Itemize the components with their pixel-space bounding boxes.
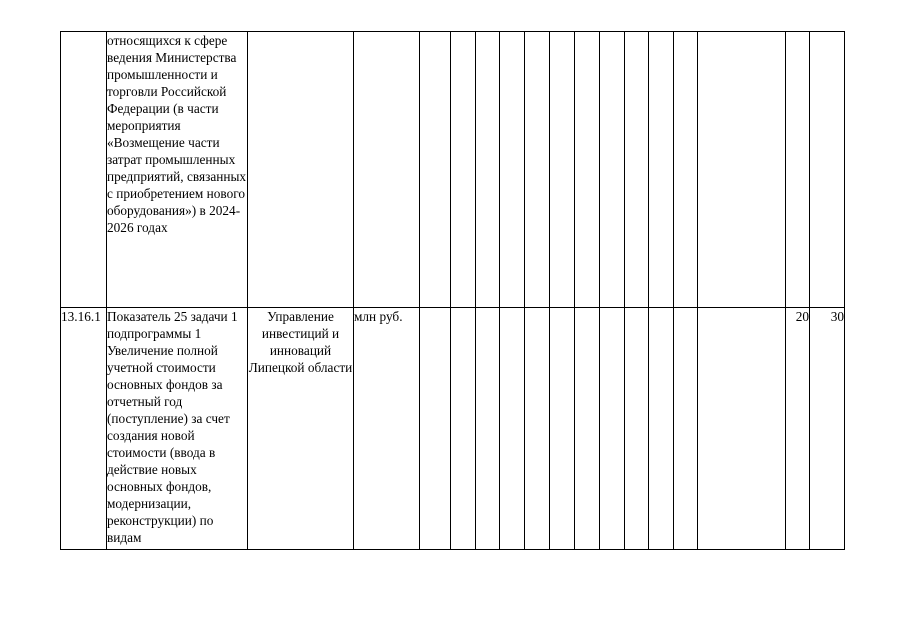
row-number-cell	[61, 308, 107, 550]
row-number: 13.16.1	[61, 309, 101, 324]
empty-cell	[500, 32, 525, 308]
table-row	[61, 308, 845, 550]
empty-cell	[649, 308, 674, 550]
empty-cell	[550, 32, 575, 308]
value-cell	[786, 32, 810, 308]
table-row	[61, 32, 845, 308]
empty-cell	[451, 308, 476, 550]
value-cell	[810, 32, 845, 308]
empty-cell	[698, 308, 786, 550]
unit-cell	[354, 32, 420, 308]
indicators-table	[60, 31, 845, 550]
empty-cell	[420, 32, 451, 308]
value-1: 20	[795, 309, 809, 324]
empty-cell	[550, 308, 575, 550]
empty-cell	[698, 32, 786, 308]
empty-cell	[600, 308, 625, 550]
empty-cell	[420, 308, 451, 550]
empty-cell	[476, 308, 500, 550]
unit-cell	[354, 308, 420, 550]
indicator-name: относящихся к сфере ведения Министерства промышленности и торговли Российской Федерации (в части мероприятия «Возмещение части затрат промышленных предприятий, связанных с приобретением нового оборудования») в 2024-2026 годах	[107, 33, 247, 235]
empty-cell	[649, 32, 674, 308]
row-number-cell	[61, 32, 107, 308]
empty-cell	[525, 308, 550, 550]
empty-cell	[575, 308, 600, 550]
empty-cell	[575, 32, 600, 308]
value-cell	[786, 308, 810, 550]
empty-cell	[674, 32, 698, 308]
indicator-name-cell	[107, 308, 248, 550]
empty-cell	[476, 32, 500, 308]
indicator-name: Показатель 25 задачи 1 подпрограммы 1 Увеличение полной учетной стоимости основных фондов за отчетный год (поступление) за счет создания новой стоимости (ввода в действие новых основных фондов, модернизации, реконструкции) по видам	[107, 309, 238, 545]
empty-cell	[500, 308, 525, 550]
empty-cell	[625, 32, 649, 308]
value-cell	[810, 308, 845, 550]
empty-cell	[674, 308, 698, 550]
executor-cell	[248, 308, 354, 550]
executor: Управление инвестиций и инноваций Липецкой области	[248, 309, 353, 375]
empty-cell	[525, 32, 550, 308]
empty-cell	[451, 32, 476, 308]
indicator-name-cell	[107, 32, 248, 308]
value-2: 30	[830, 309, 844, 324]
unit: млн руб.	[354, 309, 403, 324]
executor-cell	[248, 32, 354, 308]
empty-cell	[625, 308, 649, 550]
empty-cell	[600, 32, 625, 308]
